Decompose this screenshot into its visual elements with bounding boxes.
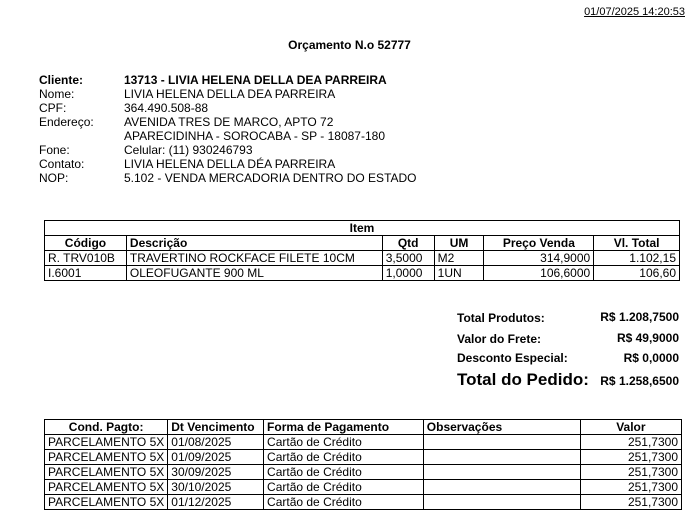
address-line2: APARECIDINHA - SOROCABA - SP - 18087-180 [124, 129, 385, 143]
total-pedido-label: Total do Pedido: [457, 370, 589, 389]
payment-condition: PARCELAMENTO 5X [45, 435, 168, 450]
col-header-descricao: Descrição [126, 236, 382, 251]
payment-notes [423, 495, 580, 510]
name-value: LIVIA HELENA DELLA DEA PARREIRA [124, 87, 336, 101]
col-header-dt-vencimento: Dt Vencimento [168, 420, 264, 435]
item-total: 106,60 [594, 266, 680, 281]
table-row [45, 450, 682, 465]
table-row [45, 266, 680, 281]
col-header-observacoes: Observações [423, 420, 580, 435]
payment-due-date: 30/10/2025 [168, 480, 264, 495]
document-title: Orçamento N.o 52777 [288, 38, 411, 52]
nop-label: NOP: [39, 171, 69, 185]
payment-value: 251,7300 [580, 465, 681, 480]
payment-method: Cartão de Crédito [264, 480, 424, 495]
payment-due-date: 01/12/2025 [168, 495, 264, 510]
nop-value: 5.102 - VENDA MERCADORIA DENTRO DO ESTADO [124, 171, 417, 185]
col-header-valor: Valor [580, 420, 681, 435]
table-row [45, 251, 680, 266]
payment-condition: PARCELAMENTO 5X [45, 480, 168, 495]
cpf-value: 364.490.508-88 [124, 101, 209, 115]
payment-method: Cartão de Crédito [264, 450, 424, 465]
payment-value: 251,7300 [580, 480, 681, 495]
item-unit: 1UN [434, 266, 484, 281]
client-label: Cliente: [39, 73, 84, 87]
client-value: 13713 - LIVIA HELENA DELLA DEA PARREIRA [124, 73, 387, 87]
items-caption: Item [45, 221, 680, 236]
payment-value: 251,7300 [580, 495, 681, 510]
address-label: Endereço: [39, 115, 94, 129]
col-header-qtd: Qtd [382, 236, 434, 251]
payment-notes [423, 450, 580, 465]
print-timestamp: 01/07/2025 14:20:53 [584, 6, 685, 18]
payment-notes [423, 435, 580, 450]
phone-label: Fone: [39, 143, 70, 157]
payment-due-date: 01/09/2025 [168, 450, 264, 465]
total-produtos-label: Total Produtos: [457, 311, 545, 325]
items-table [44, 220, 680, 281]
payments-table [44, 419, 682, 510]
item-price: 106,6000 [484, 266, 594, 281]
col-header-cond-pagto: Cond. Pagto: [45, 420, 168, 435]
total-pedido-value: R$ 1.258,6500 [600, 374, 679, 388]
address-line1: AVENIDA TRES DE MARCO, APTO 72 [124, 115, 334, 129]
item-qty: 3,5000 [382, 251, 434, 266]
phone-value: Celular: (11) 930246793 [124, 143, 253, 157]
item-description: OLEOFUGANTE 900 ML [126, 266, 382, 281]
item-unit: M2 [434, 251, 484, 266]
item-total: 1.102,15 [594, 251, 680, 266]
payment-value: 251,7300 [580, 435, 681, 450]
payment-due-date: 30/09/2025 [168, 465, 264, 480]
desconto-value: R$ 0,0000 [623, 351, 679, 365]
frete-label: Valor do Frete: [457, 332, 542, 346]
table-row [45, 480, 682, 495]
payment-method: Cartão de Crédito [264, 465, 424, 480]
table-row [45, 465, 682, 480]
item-price: 314,9000 [484, 251, 594, 266]
payments-header-row [45, 420, 682, 435]
cpf-label: CPF: [39, 101, 67, 115]
col-header-preco: Preço Venda [484, 236, 594, 251]
col-header-forma-pagamento: Forma de Pagamento [264, 420, 424, 435]
payment-method: Cartão de Crédito [264, 495, 424, 510]
item-qty: 1,0000 [382, 266, 434, 281]
col-header-um: UM [434, 236, 484, 251]
contact-value: LIVIA HELENA DELLA DÉA PARREIRA [124, 157, 336, 171]
item-code: R. TRV010B [45, 251, 127, 266]
table-row [45, 495, 682, 510]
payment-condition: PARCELAMENTO 5X [45, 465, 168, 480]
items-header-row [45, 236, 680, 251]
item-description: TRAVERTINO ROCKFACE FILETE 10CM [126, 251, 382, 266]
desconto-label: Desconto Especial: [457, 351, 568, 365]
frete-value: R$ 49,9000 [616, 331, 679, 345]
item-code: I.6001 [45, 266, 127, 281]
total-produtos-value: R$ 1.208,7500 [600, 310, 679, 324]
col-header-total: Vl. Total [594, 236, 680, 251]
payment-notes [423, 480, 580, 495]
payment-value: 251,7300 [580, 450, 681, 465]
payment-condition: PARCELAMENTO 5X [45, 495, 168, 510]
payment-notes [423, 465, 580, 480]
payment-method: Cartão de Crédito [264, 435, 424, 450]
name-label: Nome: [39, 87, 75, 101]
contact-label: Contato: [39, 157, 85, 171]
payment-due-date: 01/08/2025 [168, 435, 264, 450]
col-header-codigo: Código [45, 236, 127, 251]
payment-condition: PARCELAMENTO 5X [45, 450, 168, 465]
table-row [45, 435, 682, 450]
